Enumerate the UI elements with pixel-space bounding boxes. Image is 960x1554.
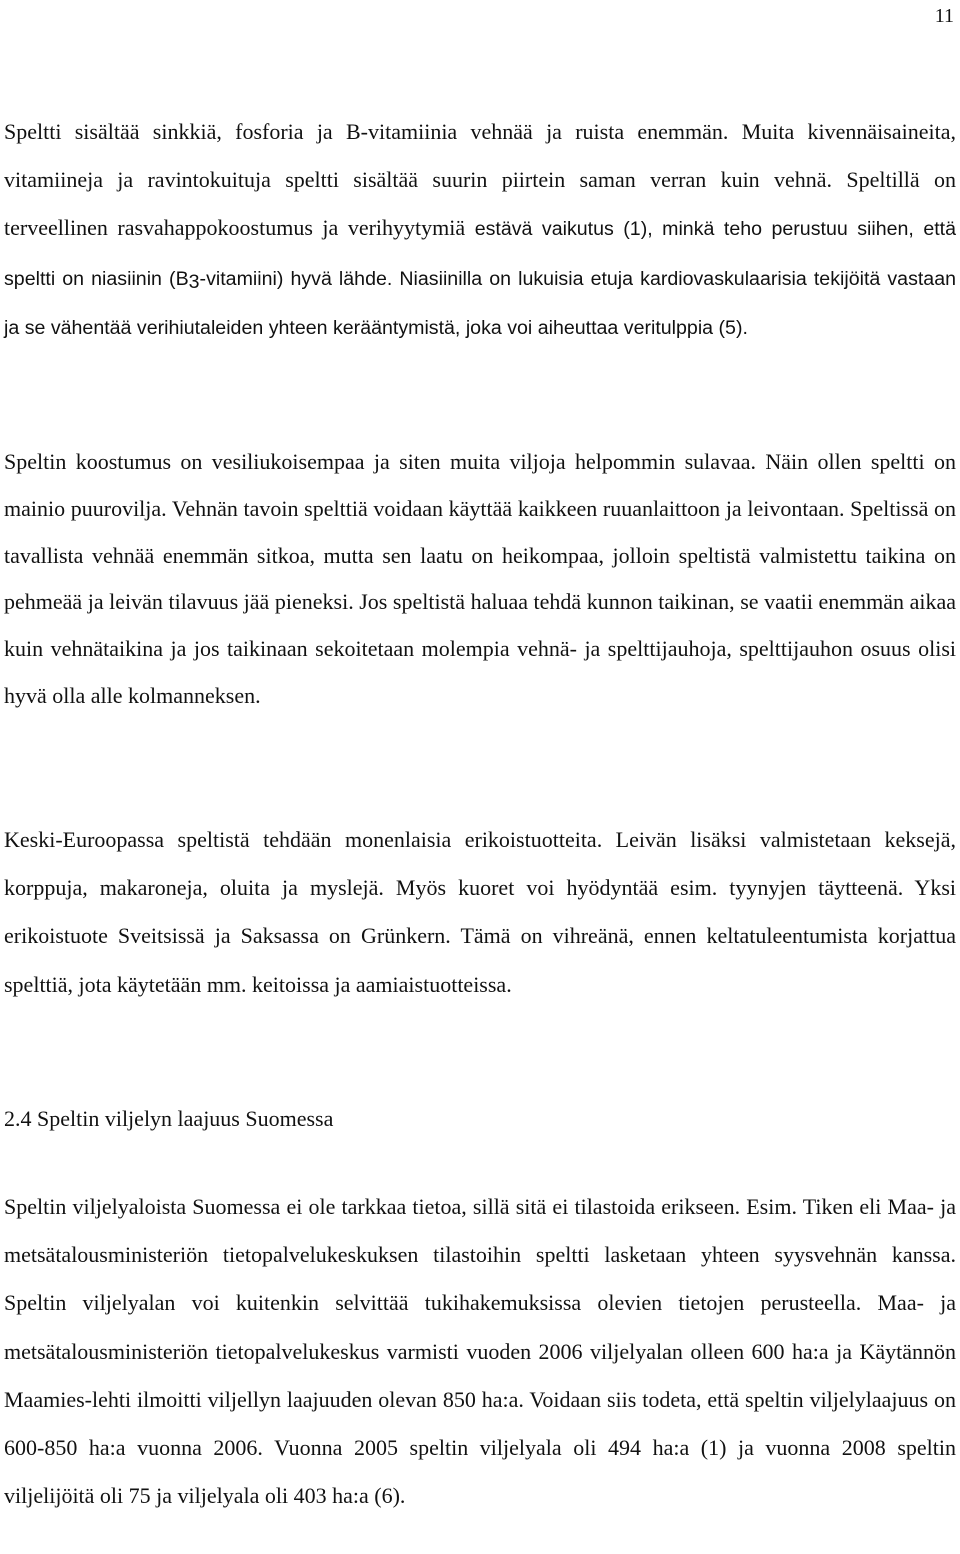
paragraph-nutrition-text-a: Speltti sisältää sinkkiä, fosforia ja B-vitamiinia vehnää ja ruista enemmän. Muita kivennäisaineita, vitamiineja ja ravintokuituja speltti sisältää suurin piirtein saman verran kuin vehnä. Speltillä on terveellinen rasvahappokoostumus ja verihyytymiä [4, 119, 956, 241]
paragraph-products: Keski-Euroopassa speltistä tehdään monenlaisia erikoistuotteita. Leivän lisäksi valmistetaan keksejä, korppuja, makaroneja, oluita ja myslejä. Myös kuoret voi hyödyntää esim. tyynyjen täytteenä. Yksi erikoistuote Sveitsissä ja Saksassa on Grünkern. Tämä on vihreänä, ennen keltatuleentumista korjattua spelttiä, jota käytetään mm. keitoissa ja aamiaistuotteissa. [4, 827, 956, 997]
paragraph-nutrition [4, 108, 956, 352]
subscript-3: 3 [188, 270, 200, 293]
page-number: 11 [934, 5, 954, 27]
paragraph-composition: Speltin koostumus on vesiliukoisempaa ja siten muita viljoja helpommin sulavaa. Näin ollen speltti on mainio puurovilja. Vehnän tavoin spelttiä voidaan käyttää kaikkeen ruuanlaittoon ja leivontaan. Speltissä on tavallista vehnää enemmän sitkoa, mutta sen laatu on heikompaa, jolloin speltistä valmistettu taikina on pehmeää ja leivän tilavuus jää pieneksi. Jos speltistä haluaa tehdä kunnon taikinan, se vaatii enemmän aikaa kuin vehnätaikina ja jos taikinaan sekoitetaan molempia vehnä- ja spelttijauhoja, spelttijauhon osuus olisi hyvä olla alle kolmanneksen. [4, 449, 956, 708]
paragraph-nutrition-text-b: estävä vaikutus (1), minkä teho perustuu siihen, että speltti on niasiinin (B [4, 218, 957, 290]
section-heading: 2.4 Speltin viljelyn laajuus Suomessa [4, 1106, 334, 1131]
paragraph-nutrition-text-c: -vitamiini) hyvä lähde. Niasiinilla on lukuisia etuja kardiovaskulaarisia tekijöitä vastaan ja se vähentää verihiutaleiden yhteen kerääntymistä, joka voi aiheuttaa veritulppia (5). [4, 267, 957, 339]
paragraph-cultivation: Speltin viljelyaloista Suomessa ei ole tarkkaa tietoa, sillä sitä ei tilastoida erikseen. Esim. Tiken eli Maa- ja metsätalousministeriön tietopalvelukeskuksen tilastoihin speltti lasketaan yhteen syysvehnän kanssa. Speltin viljelyalan voi kuitenkin selvittää tukihakemuksissa olevien tietojen perusteella. Maa- ja metsätalousministeriön tietopalvelukeskus varmisti vuoden 2006 viljelyalan olleen 600 ha:a ja Käytännön Maamies-lehti ilmoitti viljellyn laajuuden olevan 850 ha:a. Voidaan siis todeta, että speltin viljelylaajuus on 600-850 ha:a vuonna 2006. Vuonna 2005 speltin viljelyala oli 494 ha:a (1) ja vuonna 2008 speltin viljelijöitä oli 75 ja viljelyala oli 403 ha:a (6). [4, 1194, 956, 1509]
